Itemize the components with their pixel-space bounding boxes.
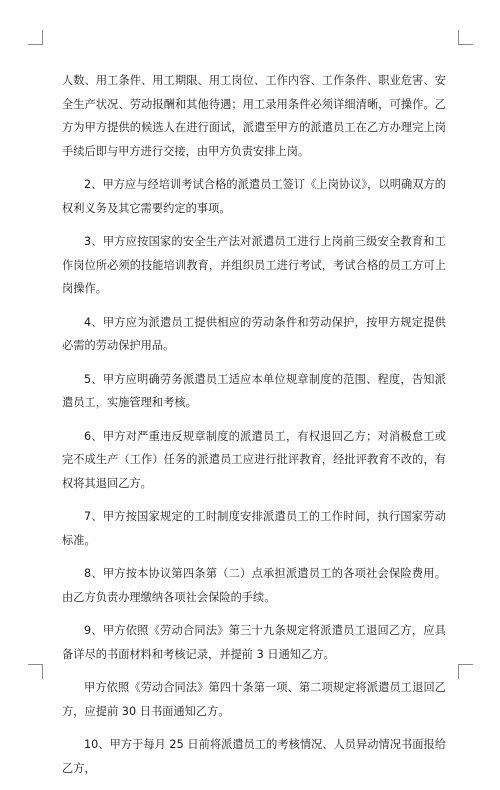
paragraph-continuation: 人数、用工条件、用工期限、用工岗位、工作内容、工作条件、职业危害、安全生产状况、劳动报酬和其他待遇；用工录用条件必须详细清晰，可操作。乙方为甲方提供的候选人在进行面试，派遣至甲方的派遣员工在乙方办理完上岗手续后即与甲方进行交接，由甲方负责安排上岗。 [62, 74, 446, 158]
paragraph-item-8: 8、甲方按本协议第四条第（二）点承担派遣员工的各项社会保险费用。由乙方负责办理缴纳各项社会保险的手续。 [62, 567, 446, 604]
paragraph-item-6: 6、甲方对严重违反规章制度的派遣员工，有权退回乙方；对消极怠工或完不成生产（工作）任务的派遣员工应进行批评教育，经批评教育不改的，有权将其退回乙方。 [62, 429, 446, 490]
paragraph-item-3: 3、甲方应按国家的安全生产法对派遣员工进行上岗前三级安全教育和工作岗位所必须的技能培训教育，并组织员工进行考试，考试合格的员工方可上岗操作。 [62, 235, 446, 295]
paragraph-item-4: 4、甲方应为派遣员工提供相应的劳动条件和劳动保护，按甲方规定提供必需的劳动保护用品。 [62, 315, 446, 352]
paragraph-item-9-supplement: 甲方依照《劳动合同法》第四十条第一项、第二项规定将派遣员工退回乙方，应提前 30 日书面通知乙方。 [62, 681, 446, 718]
paragraph-item-7: 7、甲方按国家规定的工时制度安排派遣员工的工作时间，执行国家劳动标准。 [62, 510, 446, 547]
paragraph-item-10: 10、甲方于每月 25 日前将派遣员工的考核情况、人员异动情况书面报给乙方， [62, 738, 446, 775]
document-body [62, 69, 446, 790]
crop-mark-bottom-left [28, 664, 43, 679]
crop-mark-top-left [28, 30, 43, 45]
paragraph-item-2: 2、甲方应与经培训考试合格的派遣员工签订《上岗协议》，以明确双方的权利义务及其它需要约定的事项。 [62, 178, 446, 215]
paragraph-item-9: 9、甲方依照《劳动合同法》第三十九条规定将派遣员工退回乙方，应具备详尽的书面材料和考核记录，并提前 3 日通知乙方。 [62, 624, 446, 661]
paragraph-item-5: 5、甲方应明确劳务派遣员工适应本单位规章制度的范围、程度，告知派遣员工，实施管理和考核。 [62, 372, 446, 409]
crop-mark-bottom-right [458, 664, 473, 679]
crop-mark-top-right [458, 30, 473, 45]
